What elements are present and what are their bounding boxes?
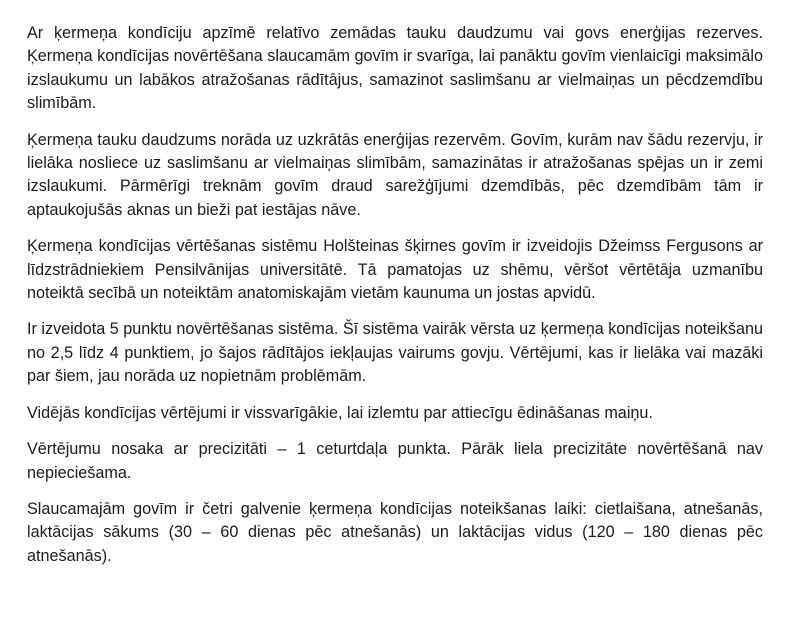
- document-body: [27, 22, 763, 581]
- paragraph-five-point-scale: Ir izveidota 5 punktu novērtēšanas sistēma. Šī sistēma vairāk vērsta uz ķermeņa kondīcijas noteikšanu no 2,5 līdz 4 punktiem, jo šajos rādītājos iekļaujas vairums govju. Vērtējumi, kas ir lielāka vai mazāki par šiem, jau norāda uz nopietnām problēmām.: [27, 320, 763, 386]
- paragraph-scoring-system-origin: Ķermeņa kondīcijas vērtēšanas sistēmu Holšteinas šķirnes govīm ir izveidojis Džeimss Fergusons ar līdzstrādniekiem Pensilvānijas universitātē. Tā pamatojas uz shēmu, vēršot vērtētāja uzmanību noteiktā secībā un noteiktām anatomiskajām vietām kaunuma un jostas apvidū.: [27, 237, 763, 303]
- paragraph-scoring-times: Slaucamajām govīm ir četri galvenie ķermeņa kondīcijas noteikšanas laiki: cietlaišana, atnešanās, laktācijas sākums (30 – 60 dienas pēc atnešanās) un laktācijas vidus (120 – 180 dienas pēc atnešanās).: [27, 499, 763, 565]
- paragraph-average-scores: Vidējās kondīcijas vērtējumi ir vissvarīgākie, lai izlemtu par attiecīgu ēdināšanas maiņu.: [27, 403, 653, 422]
- paragraph-fat-reserves: Ķermeņa tauku daudzums norāda uz uzkrātās enerģijas rezervēm. Govīm, kurām nav šādu rezervju, ir lielāka nosliece uz saslimšanu ar vielmaiņas slimībām, samazinātas ir atražošanas spējas un ir zemi izslaukumi. Pārmērīgi treknām govīm draud sarežģījumi dzemdībās, pēc dzemdībām tām ir aptaukojušās aknas un bieži pat iestājas nāve.: [27, 130, 763, 219]
- paragraph-body-condition-definition: Ar ķermeņa kondīciju apzīmē relatīvo zemādas tauku daudzumu vai govs enerģijas rezerves. Ķermeņa kondīcijas novērtēšana slaucamām govīm ir svarīga, lai panāktu govīm vienlaicīgi maksimālo izslaukumu un labākos atražošanas rādītājus, samazinot saslimšanu ar vielmaiņas un pēcdzemdību slimībām.: [27, 24, 763, 113]
- paragraph-precision: Vērtējumu nosaka ar precizitāti – 1 ceturtdaļa punkta. Pārāk liela precizitāte novērtēšanā nav nepieciešama.: [27, 440, 763, 482]
